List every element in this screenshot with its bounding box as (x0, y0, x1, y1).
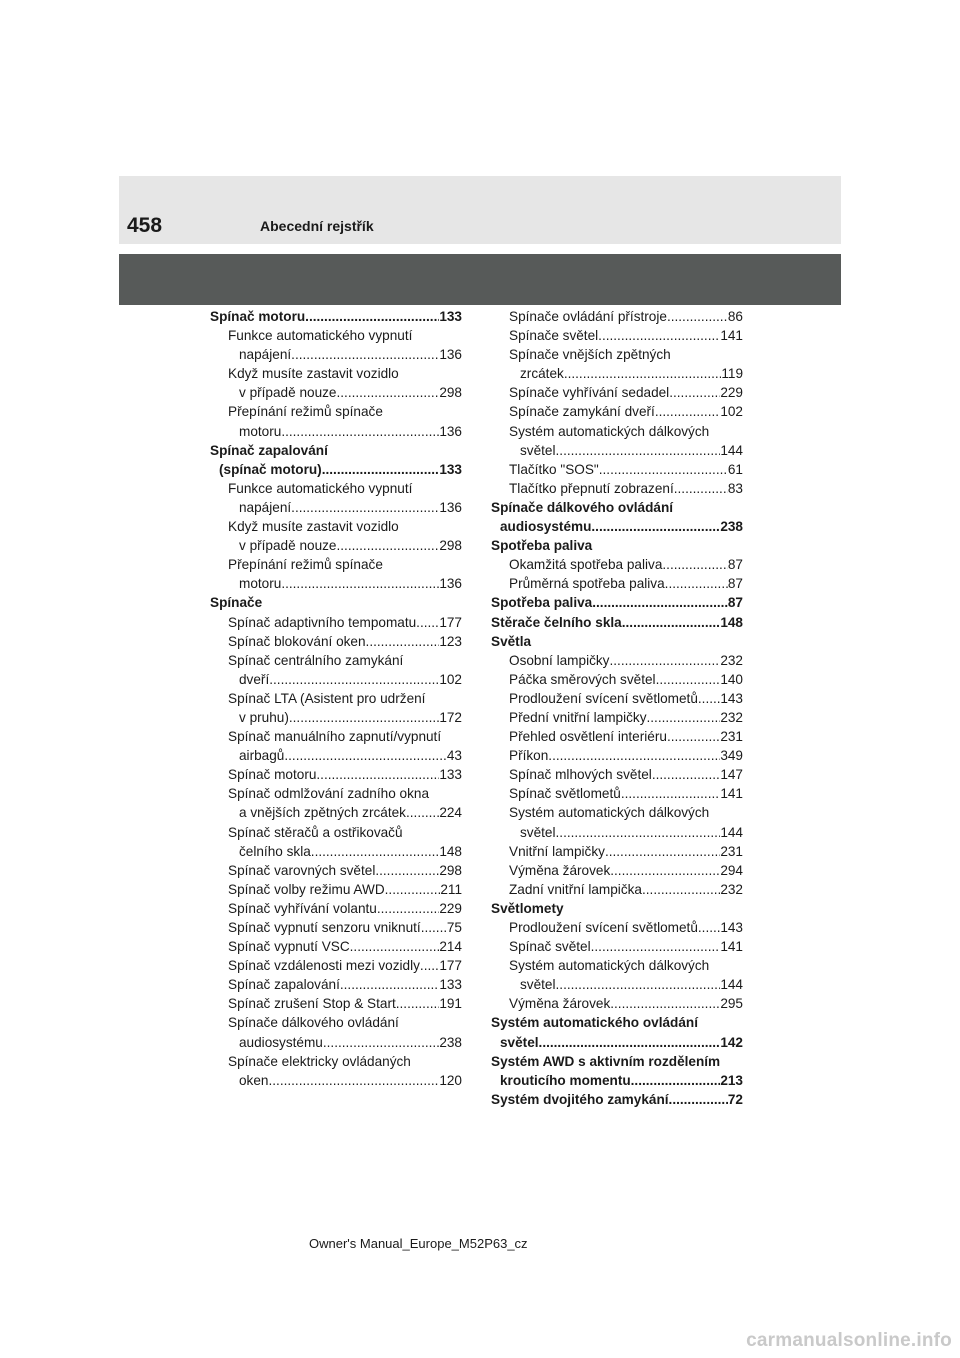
page-ref: 143 (720, 920, 743, 935)
index-term-text: světel (520, 977, 556, 993)
index-entry-sub (491, 307, 743, 326)
index-term-text: Světlomety (491, 900, 564, 916)
page-number: 458 (127, 214, 163, 237)
dot-leader (591, 937, 721, 956)
dark-section-bar (119, 254, 841, 305)
page-ref: 232 (720, 881, 743, 897)
index-column-left (210, 307, 462, 1090)
dot-leader (366, 632, 440, 651)
page-ref: 141 (720, 786, 743, 802)
dot-leader (406, 803, 439, 822)
index-term-text: Spínač blokování oken (228, 633, 366, 649)
dot-leader (556, 975, 721, 994)
dot-leader (385, 880, 441, 899)
page-ref: 136 (439, 423, 462, 439)
dot-leader (631, 1071, 721, 1090)
dot-leader (556, 823, 721, 842)
footer-manual-id: Owner's Manual_Europe_M52P63_cz (309, 1236, 528, 1251)
index-term-text: Spínač zrušení Stop & Start (228, 996, 396, 1012)
page-ref: 298 (439, 538, 462, 554)
index-term-text: Když musíte zastavit vozidlo (228, 366, 399, 382)
dot-leader (281, 574, 439, 593)
index-entry-sub (210, 784, 462, 822)
index-term-text: Osobní lampičky (509, 652, 610, 668)
index-term-text: Spínač mlhových světel (509, 767, 652, 783)
index-term-text: Spínače elektricky ovládaných (228, 1053, 411, 1069)
page-ref: 177 (439, 614, 462, 630)
index-entry-sub (491, 937, 743, 956)
index-entry-sub (491, 842, 743, 861)
dot-leader (377, 899, 439, 918)
index-term-text: Okamžitá spotřeba paliva (509, 557, 663, 573)
dot-leader (652, 765, 721, 784)
dot-leader (556, 441, 721, 460)
page-ref: 231 (720, 843, 743, 859)
page-ref: 349 (720, 748, 743, 764)
dot-leader (396, 994, 440, 1013)
index-entry-sub (210, 364, 462, 402)
index-term-text: Spínač světlometů (509, 786, 621, 802)
page-ref: 172 (439, 709, 462, 725)
dot-leader (610, 861, 720, 880)
dot-leader (599, 460, 728, 479)
page-ref: 144 (720, 977, 743, 993)
dot-leader (665, 574, 728, 593)
dot-leader (340, 975, 439, 994)
page-ref: 238 (439, 1034, 462, 1050)
index-term-text: Systém automatických dálkových (509, 958, 710, 974)
dot-leader (420, 956, 439, 975)
index-entry-sub (210, 651, 462, 689)
page-ref: 147 (720, 767, 743, 783)
index-entry-sub (210, 975, 462, 994)
index-term-text: Příkon (509, 748, 549, 764)
index-term-text: Spínač zapalování (210, 442, 328, 458)
page-ref: 133 (439, 977, 462, 993)
dot-leader (698, 918, 720, 937)
index-entry-sub (491, 803, 743, 841)
page-ref: 238 (720, 519, 743, 535)
dot-leader (284, 746, 447, 765)
index-term-text: Prodloužení svícení světlometů (509, 920, 698, 935)
index-entry-sub (210, 1052, 462, 1090)
index-term-text: v pruhu) (239, 709, 289, 725)
dot-leader (647, 708, 721, 727)
page-ref: 142 (720, 1034, 743, 1050)
index-term-text: Spínač vyhřívání volantu (228, 900, 377, 916)
dot-leader (674, 479, 728, 498)
dot-leader (539, 1033, 721, 1052)
index-term-text: Když musíte zastavit vozidlo (228, 519, 399, 535)
index-term-text: Systém AWD s aktivním rozdělením (491, 1053, 721, 1069)
dot-leader (669, 383, 720, 402)
page-ref: 295 (720, 996, 743, 1012)
index-entry-sub (210, 1013, 462, 1051)
index-term-text: Spínače vnějších zpětných (509, 347, 671, 363)
index-entry-main (210, 441, 462, 479)
index-entry-sub (210, 823, 462, 861)
header-band (119, 176, 841, 244)
index-term-text: Vnitřní lampičky (509, 843, 605, 859)
index-entry-sub (491, 956, 743, 994)
dot-leader (598, 326, 720, 345)
dot-leader (281, 422, 439, 441)
index-entry-sub (210, 861, 462, 880)
index-entry-main (491, 632, 743, 651)
index-entry-sub (491, 345, 743, 383)
index-term-text: Systém automatického ovládání (491, 1015, 698, 1031)
index-term-text: Spínače dálkového ovládání (491, 499, 674, 515)
index-term-text: světel (520, 442, 556, 458)
dot-leader (667, 307, 728, 326)
index-term-text: dveří (239, 671, 270, 687)
dot-leader (323, 1033, 439, 1052)
page-ref: 133 (439, 461, 462, 477)
index-term-text: v případě nouze (239, 538, 337, 554)
page-ref: 298 (439, 862, 462, 878)
dot-leader (311, 842, 440, 861)
dot-leader (269, 670, 439, 689)
index-entry-sub (210, 326, 462, 364)
index-entry-sub (491, 918, 743, 937)
dot-leader (291, 498, 439, 517)
index-entry-main (491, 536, 743, 555)
index-term-text: Spínač motoru (228, 767, 317, 783)
page-ref: 61 (727, 461, 743, 477)
index-entry-sub (491, 651, 743, 670)
dot-leader (591, 517, 720, 536)
page-ref: 144 (720, 824, 743, 840)
index-entry-sub (491, 746, 743, 765)
index-entry-sub (491, 861, 743, 880)
index-term-text: Přepínání režimů spínače (228, 557, 383, 573)
page-ref: 120 (439, 1072, 462, 1088)
dot-leader (655, 402, 720, 421)
index-term-text: airbagů (239, 748, 285, 764)
index-entry-main (210, 307, 462, 326)
index-term-text: Spínač světel (509, 939, 591, 955)
index-term-text: Spotřeba paliva (491, 595, 593, 611)
index-entry-sub (491, 784, 743, 803)
page-ref: 231 (720, 729, 743, 745)
index-term-text: Spínač adaptivního tempomatu (228, 614, 417, 630)
index-term-text: Spínač manuálního zapnutí/vypnutí (228, 729, 442, 745)
page-ref: 119 (721, 366, 743, 382)
index-entry-sub (210, 918, 462, 937)
index-entry-sub (491, 765, 743, 784)
page-ref: 213 (720, 1072, 743, 1088)
page-ref: 87 (727, 557, 743, 573)
dot-leader (375, 861, 439, 880)
dot-leader (416, 613, 439, 632)
index-entry-sub (491, 555, 743, 574)
index-entry-sub (210, 956, 462, 975)
page-ref: 136 (439, 499, 462, 515)
index-term-text: Přehled osvětlení interiéru (509, 729, 667, 745)
dot-leader (605, 842, 720, 861)
index-entry-main (491, 1013, 743, 1051)
index-term-text: Tlačítko přepnutí zobrazení (509, 480, 674, 496)
index-entry-sub (491, 574, 743, 593)
index-entry-main (491, 1052, 743, 1090)
index-entry-sub (491, 479, 743, 498)
index-term-text: Výměna žárovek (509, 996, 611, 1012)
index-entry-main (491, 498, 743, 536)
index-term-text: Spínač vypnutí VSC (228, 939, 350, 955)
page-ref: 141 (720, 328, 743, 344)
index-term-text: Spínače (210, 595, 263, 611)
dot-leader (548, 746, 720, 765)
index-entry-sub (491, 727, 743, 746)
index-term-text: Spínače světel (509, 328, 599, 344)
dot-leader (350, 937, 440, 956)
index-entry-sub (491, 383, 743, 402)
index-term-text: Průměrná spotřeba paliva (509, 576, 665, 592)
index-term-text: audiosystému (500, 519, 592, 535)
index-term-text: Stěrače čelního skla (491, 614, 622, 630)
index-term-text: Systém automatických dálkových (509, 805, 710, 821)
index-term-text: Páčka směrových světel (509, 671, 656, 687)
page-ref: 141 (720, 939, 743, 955)
page-ref: 144 (720, 442, 743, 458)
dot-leader (698, 689, 720, 708)
page-ref: 133 (439, 309, 462, 324)
index-term-text: oken (239, 1072, 269, 1088)
index-term-text: Spínače vyhřívání sedadel (509, 385, 670, 401)
page-ref: 123 (439, 633, 462, 649)
dot-leader (268, 1071, 439, 1090)
index-entry-sub (491, 402, 743, 421)
dot-leader (289, 708, 439, 727)
index-term-text: Přední vnitřní lampičky (509, 709, 647, 725)
dot-leader (622, 613, 721, 632)
page-ref: 232 (720, 709, 743, 725)
index-term-text: Systém dvojitého zamykání (491, 1091, 669, 1107)
dot-leader (316, 765, 439, 784)
index-entry-sub (210, 765, 462, 784)
page-ref: 232 (720, 652, 743, 668)
index-entry-sub (210, 899, 462, 918)
index-term-text: Přepínání režimů spínače (228, 404, 383, 420)
index-term-text: Systém automatických dálkových (509, 423, 710, 439)
page-ref: 143 (720, 690, 743, 706)
index-entry-sub (210, 689, 462, 727)
index-term-text: Spínač varovných světel (228, 862, 376, 878)
index-term-text: Funkce automatického vypnutí (228, 328, 413, 344)
index-term-text: Světla (491, 633, 532, 649)
dot-leader (610, 994, 720, 1013)
index-term-text: čelního skla (239, 843, 311, 859)
page-ref: 87 (727, 576, 743, 592)
page-ref: 136 (439, 576, 462, 592)
page-ref: 87 (727, 595, 743, 611)
index-term-text: Spínače dálkového ovládání (228, 1015, 399, 1031)
index-entry-sub (210, 613, 462, 632)
index-term-text: v případě nouze (239, 385, 337, 401)
watermark: carmanualsonline.info (746, 1330, 952, 1351)
dot-leader (421, 918, 447, 937)
index-term-text: audiosystému (239, 1034, 323, 1050)
index-term-text: Tlačítko "SOS" (509, 461, 599, 477)
section-title: Abecední rejstřík (260, 218, 374, 234)
page-ref: 177 (439, 958, 462, 974)
page-ref: 43 (446, 748, 462, 764)
index-term-text: motoru (239, 576, 282, 592)
index-entry-sub (210, 994, 462, 1013)
index-term-text: Spínač volby režimu AWD (228, 881, 385, 897)
index-entry-main (491, 613, 743, 632)
index-term-text: napájení (239, 499, 292, 515)
index-term-text: Funkce automatického vypnutí (228, 480, 413, 496)
page-ref: 136 (439, 347, 462, 363)
page-ref: 191 (439, 996, 462, 1012)
index-entry-sub (491, 880, 743, 899)
dot-leader (642, 880, 720, 899)
index-entry-sub (491, 460, 743, 479)
dot-leader (337, 383, 440, 402)
index-term-text: Výměna žárovek (509, 862, 611, 878)
page-ref: 86 (727, 309, 743, 324)
index-term-text: zrcátek (520, 366, 564, 382)
index-term-text: Spínač vzdálenosti mezi vozidly (228, 958, 420, 974)
page-ref: 75 (446, 920, 462, 935)
index-term-text: Spínač odmlžování zadního okna (228, 786, 430, 802)
page-ref: 102 (720, 404, 743, 420)
index-term-text: krouticího momentu (500, 1072, 631, 1088)
index-entry-sub (491, 422, 743, 460)
index-entry-main (491, 593, 743, 612)
index-entry-main (210, 593, 462, 612)
page-ref: 102 (439, 671, 462, 687)
dot-leader (592, 593, 728, 612)
index-entry-sub (210, 632, 462, 651)
index-term-text: Zadní vnitřní lampička (509, 881, 642, 897)
page-ref: 229 (439, 900, 462, 916)
index-entry-main (491, 899, 743, 918)
page-ref: 72 (727, 1091, 743, 1107)
index-term-text: Spínače ovládání přístroje (509, 309, 667, 324)
index-entry-sub (491, 708, 743, 727)
index-entry-sub (491, 994, 743, 1013)
index-term-text: motoru (239, 423, 282, 439)
page-ref: 298 (439, 385, 462, 401)
index-term-text: (spínač motoru) (219, 461, 322, 477)
index-term-text: Spínač vypnutí senzoru vniknutí (228, 920, 421, 935)
index-term-text: Spínač motoru (210, 309, 306, 324)
page-ref: 133 (439, 767, 462, 783)
page-ref: 214 (439, 939, 462, 955)
page-ref: 83 (727, 480, 743, 496)
dot-leader (564, 364, 722, 383)
index-entry-sub (210, 555, 462, 593)
index-term-text: světel (500, 1034, 539, 1050)
dot-leader (322, 460, 440, 479)
index-entry-sub (491, 689, 743, 708)
page-ref: 140 (720, 671, 743, 687)
page-ref: 224 (439, 805, 462, 821)
page-ref: 148 (439, 843, 462, 859)
index-term-text: napájení (239, 347, 292, 363)
dot-leader (337, 536, 440, 555)
index-term-text: Spínač LTA (Asistent pro udržení (228, 690, 426, 706)
dot-leader (291, 345, 439, 364)
index-term-text: Spínač zapalování (228, 977, 340, 993)
index-entry-sub (210, 727, 462, 765)
page-ref: 211 (440, 881, 462, 897)
dot-leader (305, 307, 439, 326)
index-entry-sub (210, 937, 462, 956)
page-ref: 229 (720, 385, 743, 401)
index-term-text: Spínače zamykání dveří (509, 404, 655, 420)
index-column-right (491, 307, 743, 1109)
dot-leader (621, 784, 720, 803)
index-entry-main (491, 1090, 743, 1109)
index-term-text: a vnějších zpětných zrcátek (239, 805, 406, 821)
index-term-text: světel (520, 824, 556, 840)
dot-leader (669, 1090, 728, 1109)
index-term-text: Spínač centrálního zamykání (228, 652, 404, 668)
dot-leader (609, 651, 720, 670)
index-entry-sub (210, 880, 462, 899)
page-ref: 148 (720, 614, 743, 630)
dot-leader (656, 670, 721, 689)
index-term-text: Prodloužení svícení světlometů (509, 690, 698, 706)
index-entry-sub (210, 479, 462, 517)
index-entry-sub (491, 670, 743, 689)
dot-leader (667, 727, 720, 746)
index-term-text: Spínač stěračů a ostřikovačů (228, 824, 403, 840)
page-ref: 294 (720, 862, 743, 878)
index-entry-sub (491, 326, 743, 345)
index-entry-sub (210, 517, 462, 555)
index-term-text: Spotřeba paliva (491, 538, 593, 554)
index-entry-sub (210, 402, 462, 440)
dot-leader (662, 555, 727, 574)
